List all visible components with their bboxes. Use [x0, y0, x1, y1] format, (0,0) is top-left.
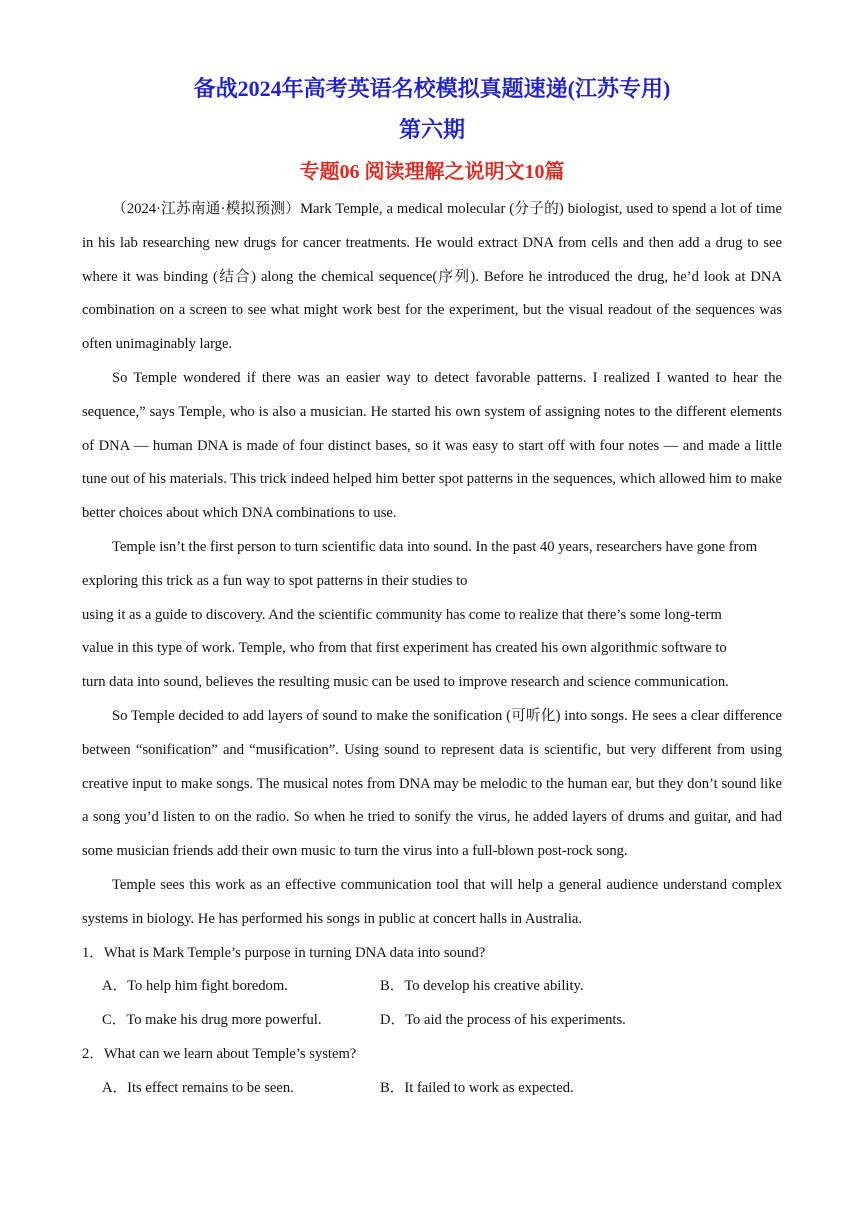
passage-paragraph-1: （2024·江苏南通·模拟预测）Mark Temple, a medical molecular (分子的) biologist, used to spend a lot of time in his lab researching new drugs for cancer treatments. He would extract DNA from cells and then add a drug to see where it was binding (结合) along the chemical sequence(序列). Before he introduced the drug, he’d look at DNA combination on a screen to see what might work best for the experiment, but the visual readout of the sequences was often unimaginably large. [82, 201, 782, 353]
passage-paragraph-3-line-3: value in this type of work. Temple, who from that first experiment has created his own algorithmic software to [82, 640, 727, 657]
option-d: D．To aid the process of his experiments. [380, 1012, 626, 1029]
passage-paragraph-3-line-1: Temple isn’t the first person to turn scientific data into sound. In the past 40 years, researchers have gone from exploring this trick as a fun way to spot patterns in their studies to [82, 538, 758, 589]
question-2 [82, 1038, 782, 1106]
document-page [82, 70, 782, 1106]
question-options [82, 1072, 782, 1106]
question-stem: 1．What is Mark Temple’s purpose in turning DNA data into sound? [82, 944, 486, 961]
passage-paragraph-4: So Temple decided to add layers of sound to make the sonification (可听化) into songs. He sees a clear difference between “sonification” and “musification”. Using sound to represent data is scientific, but very different from using creative input to make songs. The musical notes from DNA may be melodic to the human ear, but they don’t sound like a song you’d listen to on the radio. So when he tried to sonify the virus, he added layers of drums and guitar, and had some musician friends add their own music to turn the virus into a full-blown post-rock song. [82, 707, 782, 860]
passage-paragraph-2: So Temple wondered if there was an easier way to detect favorable patterns. I realized I wanted to hear the sequence,” says Temple, who is also a musician. He started his own system of assigning notes to the different elements of DNA — human DNA is made of four distinct bases, so it was easy to start off with four notes — and made a little tune out of his materials. This trick indeed helped him better spot patterns in the sequences, which allowed him to make better choices about which DNA combinations to use. [82, 369, 782, 522]
document-title: 备战2024年高考英语名校模拟真题速递(江苏专用) [193, 76, 671, 101]
passage-paragraph-3-line-4: turn data into sound, believes the resulting music can be used to improve research and science communication. [82, 674, 729, 691]
option-b: B．It failed to work as expected. [380, 1079, 574, 1096]
issue-label: 第六期 [398, 117, 465, 142]
option-b: B．To develop his creative ability. [380, 978, 584, 995]
option-a: A．Its effect remains to be seen. [102, 1079, 294, 1096]
topic-heading: 专题06 阅读理解之说明文10篇 [299, 161, 565, 183]
option-c: C．To make his drug more powerful. [102, 1012, 322, 1029]
question-1 [82, 937, 782, 1038]
question-stem: 2．What can we learn about Temple’s system? [82, 1045, 357, 1062]
passage-paragraph-5: Temple sees this work as an effective communication tool that will help a general audience understand complex systems in biology. He has performed his songs in public at concert halls in Australia. [82, 876, 782, 927]
option-a: A．To help him fight boredom. [102, 978, 288, 995]
passage-paragraph-3-line-2: using it as a guide to discovery. And the scientific community has come to realize that there’s some long-term [82, 606, 722, 623]
passage-paragraph-3 [82, 531, 782, 700]
question-options [82, 970, 782, 1038]
